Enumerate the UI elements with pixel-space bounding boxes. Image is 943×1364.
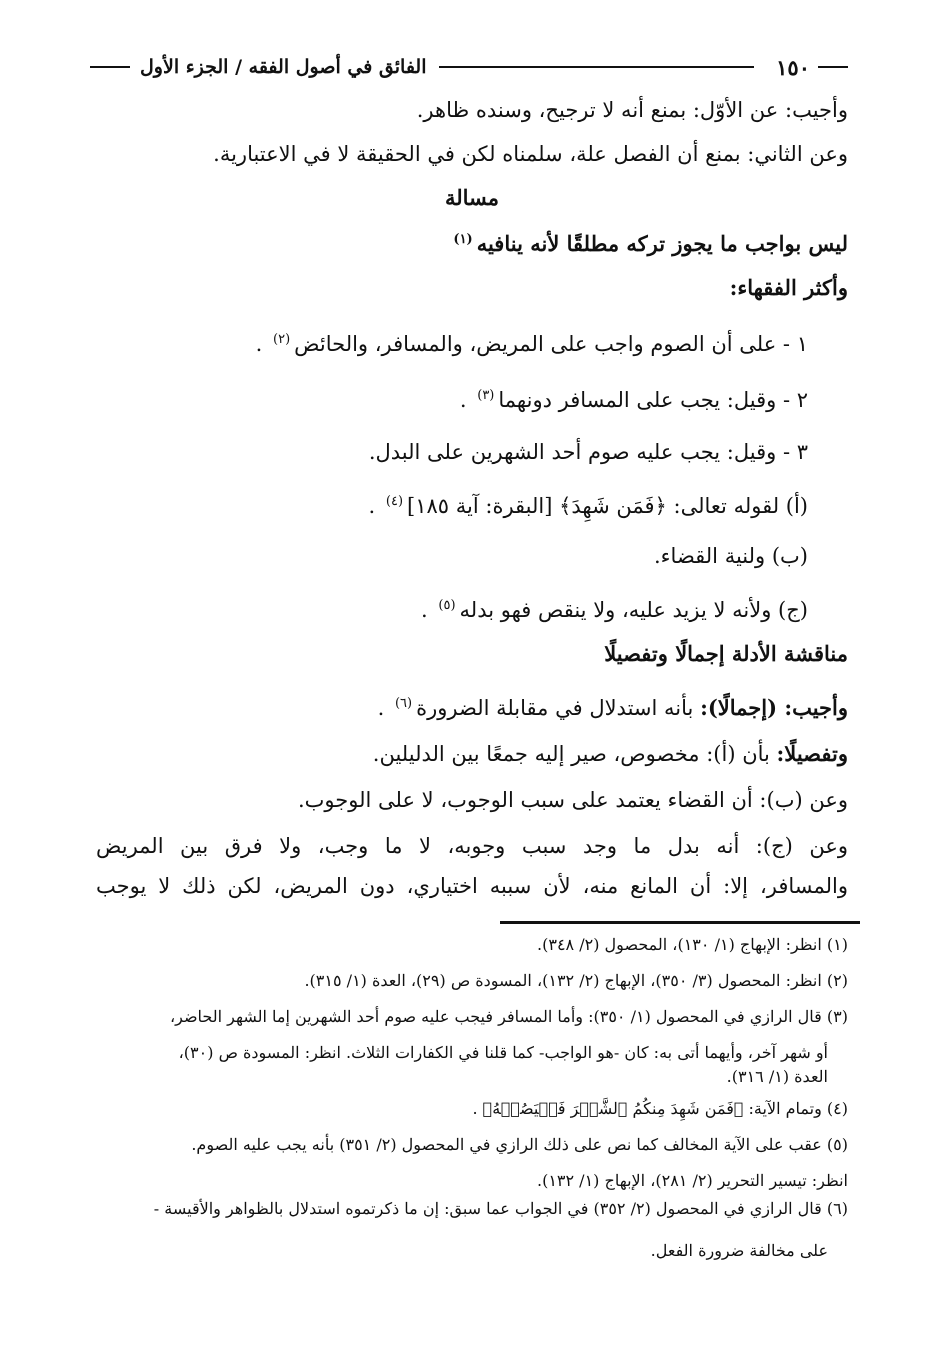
footnote-text: (٢) انظر: المحصول (٣/ ٣٥٠)، الإبهاج (٢/ ١٣٢)، المسودة ص (٢٩)، العدة (١/ ٣١٥). — [304, 971, 848, 990]
text-line-content: ليس بواجب ما يجوز تركه مطلقًا لأنه ينافيه — [476, 231, 848, 256]
text-line — [96, 274, 848, 302]
footnote-text: انظر: تيسير التحرير (٢/ ٢٨١)، الإبهاج (١/ ١٣٢). — [536, 1171, 848, 1190]
header-rule-left — [90, 66, 130, 68]
list-item-text: ١ - على أن الصوم واجب على المريض، والمسافر، والحائض — [294, 332, 808, 356]
footnote — [96, 970, 848, 992]
list-item: ١ - على أن الصوم واجب على المريض، والمسافر، والحائض$^{(٢)}$ . — [255, 332, 808, 356]
footnote-text: (١) انظر: الإبهاج (١/ ١٣٠)، المحصول (٢/ ٣٤٨). — [537, 935, 848, 954]
list-item-text: ٣ - وقيل: يجب عليه صوم أحد الشهرين على البدل. — [368, 440, 808, 464]
footnote — [96, 1006, 848, 1028]
header-rule-middle — [439, 66, 755, 68]
section-heading — [96, 640, 848, 668]
footnote — [96, 1134, 848, 1156]
quran-reference: [البقرة: آية ١٨٥] — [407, 494, 553, 518]
footnotes-section — [96, 930, 848, 1262]
text-line-content: وعن الثاني: بمنع أن الفصل علة، سلمناه لكن في الحقيقة لا في الاعتبارية. — [213, 142, 848, 166]
footnote-ref[interactable]: (٦) — [394, 696, 413, 711]
section-heading-text: مناقشة الأدلة إجمالًا وتفصيلًا — [604, 641, 848, 666]
text-line: وأجيب: (إجمالًا): بأنه استدلال في مقابلة الضرورة$^{(٦)}$ . — [377, 695, 848, 720]
text-line-content: والمسافر، إلا: أن المانع منه، لأن سببه اختياري، دون المريض، لكن ذلك لا يوجب — [96, 874, 849, 898]
list-item: (ج) ولأنه لا يزيد عليه، ولا ينقص فهو بدله$^{(٥)}$ . — [421, 598, 808, 622]
text-line-content: بأنه استدلال في مقابلة الضرورة — [416, 696, 694, 720]
footnote-text: (٥) عقب على الآية المخالف كما نص على ذلك الرازي في المحصول (٢/ ٣٥١) بأنه يجب عليه الصوم. — [191, 1135, 848, 1154]
running-title: الفائق في أصول الفقه / الجزء الأول — [140, 56, 427, 78]
list-item — [96, 542, 848, 570]
footnote — [96, 1098, 848, 1120]
list-item-text: (أ) لقوله تعالى: — [673, 494, 808, 518]
text-line-content: وعن (ج): أنه بدل ما وجد سبب وجوبه، لا ما وجب، ولا فرق بين المريض — [96, 834, 848, 858]
footnote-separator — [500, 921, 860, 924]
list-item: ٢ - وقيل: يجب على المسافر دونهما$^{(٣)}$ . — [459, 388, 808, 412]
page-header — [90, 50, 848, 84]
text-line — [96, 872, 848, 900]
footnote-continuation — [96, 1042, 848, 1064]
footnote-text: العدة (١/ ٣١٦). — [726, 1067, 828, 1086]
header-rule-right — [818, 66, 848, 68]
text-line — [96, 226, 848, 258]
text-line — [96, 786, 848, 814]
text-line — [96, 96, 848, 124]
footnote-continuation — [96, 1240, 848, 1262]
footnote-text: على مخالفة ضرورة الفعل. — [650, 1241, 828, 1260]
section-heading-text: مسالة — [444, 185, 500, 210]
quran-quote: ﴿فَمَن شَهِدَ﴾ — [559, 494, 667, 518]
footnote-text: (٣) قال الرازي في المحصول (١/ ٣٥٠): وأما المسافر فيجب عليه صوم أحد الشهرين إما الشهر الحاضر، — [169, 1007, 848, 1026]
footnote-text: أو شهر آخر، وأيهما أتى به: كان -هو الواجب- كما قلنا في الكفارات الثلاث. انظر: المسودة ص (٣٠)، — [178, 1043, 828, 1062]
footnote-ref[interactable]: (١) — [453, 232, 473, 247]
text-line-content: وعن (ب): أن القضاء يعتمد على سبب الوجوب، لا على الوجوب. — [297, 788, 848, 812]
text-line-label: وتفصيلًا: — [776, 741, 848, 766]
page-number: ١٥٠ — [776, 54, 810, 80]
list-item-text: (ب) ولنية القضاء. — [654, 544, 808, 568]
footnote-text: (٦) قال الرازي في المحصول (٢/ ٣٥٢) في الجواب عما سبق: إن ما ذكرتموه استدلال بالظواهر والأقيسة - — [153, 1199, 848, 1218]
list-item-text: (ج) ولأنه لا يزيد عليه، ولا ينقص فهو بدله — [459, 598, 808, 622]
footnote — [96, 1198, 848, 1220]
text-line-label: وأجيب: (إجمالًا): — [700, 695, 848, 720]
list-item — [96, 438, 848, 466]
footnote-ref[interactable]: (٢) — [273, 332, 291, 347]
text-line — [96, 140, 848, 168]
section-heading — [96, 184, 848, 212]
text-line-content: وأكثر الفقهاء: — [729, 275, 848, 300]
footnote-continuation — [96, 1170, 848, 1192]
footnote-text: (٤) وتمام الآية: ﴿فَمَن شَهِدَ مِنكُمُ ٱلشَّهۡرَ فَلۡيَصُمۡهُ﴾ . — [472, 1099, 848, 1118]
text-line-content: وأجيب: عن الأوّل: بمنع أنه لا ترجيح، وسنده ظاهر. — [416, 98, 848, 122]
list-item: (أ) لقوله تعالى: ﴿فَمَن شَهِدَ﴾ [البقرة: آية ١٨٥]$^{(٤)}$ . — [368, 494, 808, 518]
footnote — [96, 934, 848, 956]
footnote-ref[interactable]: (٣) — [477, 388, 495, 403]
list-item-text: ٢ - وقيل: يجب على المسافر دونهما — [498, 388, 808, 412]
main-text — [96, 90, 848, 900]
text-line — [96, 832, 848, 860]
footnote-continuation — [96, 1066, 848, 1088]
text-line-content: بأن (أ): مخصوص، صير إليه جمعًا بين الدليلين. — [372, 742, 770, 766]
footnote-ref[interactable]: (٥) — [438, 598, 456, 613]
text-line — [96, 740, 848, 768]
footnote-ref[interactable]: (٤) — [385, 494, 404, 509]
